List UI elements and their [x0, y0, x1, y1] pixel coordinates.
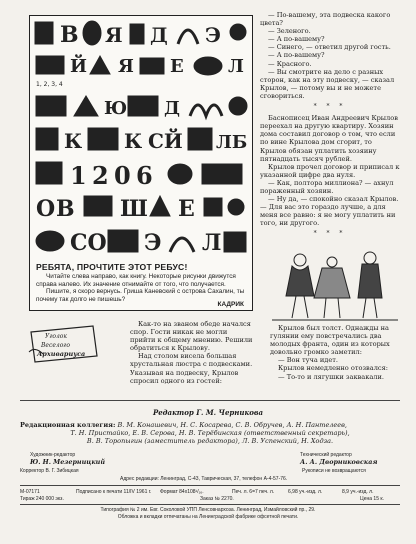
board-label: Редакционная коллегия:: [20, 421, 116, 429]
story-paragraph: Крылов был толст. Однажды на гулянии ему повстречались два молодых франта, один из которых довольно громко заметил:: [270, 324, 390, 357]
story-paragraph: Крылов прочел договор и приписал к указанной цифре два нуля.: [260, 162, 400, 179]
dialogue-line: — А по-вашему?: [268, 51, 325, 60]
art-editor-name: Ю. Н. Мезерницкий: [30, 458, 105, 466]
story-paragraph: — Как, полтора миллиона? — ахнул пораженный хозяин.: [260, 178, 394, 195]
rebus-author: КАДРИК: [217, 301, 244, 308]
dialogue-line: — А по-вашему?: [268, 35, 325, 44]
rebus-glyph: СО: [70, 230, 107, 256]
rebus-glyph: 0: [114, 161, 131, 190]
dialogue-line: — Синего, — ответил другой гость.: [268, 43, 391, 52]
story-paragraph: Как-то на званом обеде начался спор. Гости никак не могли прийти к общему мнению. Решили обратиться к Крылову.: [130, 320, 253, 353]
tech-editor-label: Технический редактор: [300, 452, 352, 458]
story-paragraph: — Ну да, — спокойно сказал Крылов. — Для вас это гораздо лучше, а для меня все равно: я не могу уплатить ни того, ни другого.: [260, 195, 399, 228]
story-paragraph: Крылов немедленно отозвался:: [278, 364, 388, 373]
logo-line: Уголок: [45, 333, 67, 340]
divider-line: [20, 485, 400, 486]
divider-line: [20, 400, 400, 401]
board-members: В. М. Конашевич, Н. С. Косарева, С. В. Обручев, А. Н. Пантелеев,: [117, 421, 347, 429]
corrector: Корректор В. Г. Зибицкая: [20, 468, 79, 474]
rebus-glyph: СЙ: [148, 129, 183, 153]
rebus-title: РЕБЯТА, ПРОЧТИТЕ ЭТОТ РЕБУС!: [36, 262, 188, 272]
krylov-anecdotes-column: [260, 11, 400, 242]
tech-editor-name: А. А. Дворниковская: [300, 458, 378, 466]
story-paragraph: — То-то и лягушки заквакали.: [278, 372, 384, 381]
rebus-glyph: В: [60, 22, 79, 48]
editorial-board: [20, 421, 400, 445]
cover-note: Обложка и вкладки отпечатаны на Ленинградской фабрике офсетной печати.: [117, 514, 299, 520]
rebus-glyph: Я: [105, 23, 123, 47]
story-paragraph: Над столом висела большая хрустальная люстра с подвесками. Указывая на подвеску, Крылов спросил одного из гостей:: [130, 352, 253, 385]
rebus-glyph: 1, 2, 3, 4: [36, 81, 63, 88]
rebus-glyph: О: [36, 196, 56, 222]
story-paragraph: — Вон туча идет.: [278, 356, 339, 365]
rebus-glyph: Э: [205, 23, 221, 47]
archivist-corner-logo: [27, 322, 101, 366]
rebus-illustration: [30, 16, 252, 260]
logo-line: Веселого: [41, 342, 70, 349]
art-editor-label: Художник-редактор: [30, 452, 76, 458]
print-sheets: Печ. л. 6=7 печ. л.: [232, 489, 275, 495]
rebus-glyph: К: [64, 129, 83, 153]
rebus-glyph: Ю: [104, 98, 128, 119]
krylov-walk-anecdote: [270, 324, 404, 381]
rebus-glyph: Э: [144, 230, 162, 256]
board-members: Т. Н. Пристайко, Е. В. Серова, Н. В. Терёбинская (ответственный секретарь),: [70, 429, 350, 438]
logo-line: Архивариуса: [37, 350, 86, 358]
board-members: В. В. Торопыгин (заместитель редактора), Л. В. Успенский, Н. Ходза.: [86, 437, 334, 446]
dinner-anecdote-column: [130, 320, 254, 385]
rebus-glyph: Л: [228, 56, 244, 77]
print-code: М-07171: [20, 489, 40, 495]
print-sheets2: 8,9 уч.-изд. л.: [342, 489, 374, 495]
rebus-glyph: Д: [164, 98, 181, 119]
krylov-illustration: [270, 246, 400, 322]
print-price: Цена 15 к.: [360, 496, 384, 502]
story-paragraph: Баснописец Иван Андреевич Крылов переехал на другую квартиру. Хозяин дома составил договор о том, что если по вине Крылова дом сгорит, то Крылов обязан уплатить хозяину пятнадцать тысяч рублей.: [260, 114, 398, 163]
manuscripts-note: Рукописи не возвращаются: [302, 468, 366, 474]
dialogue-line: — Зеленого.: [268, 27, 311, 36]
print-order: Заказ № 2270.: [200, 496, 234, 502]
divider-line: [20, 504, 400, 505]
rebus-glyph: Ш: [120, 196, 148, 222]
rebus-glyph: Е: [178, 196, 195, 222]
rebus-instructions: Читайте слева направо, как книгу. Некоторые рисунки движутся справа налево. Их значение отнимайте от того, что получается. Пишите, я скоро вернусь. Гриша Каневский с острова Сахалин, ты почему так долго не пишешь?: [36, 273, 245, 303]
rebus-glyph: Я: [118, 56, 134, 77]
section-divider-stars: * * *: [313, 230, 347, 238]
dialogue-line: — Вы смотрите на дело с разных сторон, как на эту подвеску, — сказал Крылов, — потому вы и не можете сговориться.: [260, 67, 395, 100]
dialogue-line: — Красного.: [268, 59, 312, 68]
rebus-glyph: В: [56, 196, 75, 222]
rebus-glyph: К: [124, 129, 143, 153]
dialogue-line: — По-вашему, эта подвеска какого цвета?: [260, 11, 391, 28]
editor-line: Редактор Г. М. Черникова: [152, 408, 264, 417]
print-signed: Подписано к печати 11/IV 1961 г.: [76, 489, 152, 495]
print-uch: 6,98 уч.-изд. л.: [288, 489, 323, 495]
typography-note: Типография № 2 им. Евг. Соколовой УПП Ленсовнархоза. Ленинград, Измайловский пр., 29.: [100, 507, 316, 513]
rebus-glyph: 2: [92, 161, 109, 190]
rebus-glyph: 6: [136, 161, 153, 190]
rebus-glyph: Л: [202, 230, 222, 256]
rebus-glyph: Е: [170, 56, 184, 77]
rebus-box: [29, 15, 253, 311]
address: Адрес редакции: Ленинград, С-43, Таврическая, 37, телефон А-4-57-76.: [120, 476, 288, 482]
rebus-glyph: ЛБ: [216, 132, 248, 153]
print-run: Тираж 240 000 экз.: [20, 496, 64, 502]
rebus-glyph: Д: [150, 23, 168, 47]
print-format: Формат 84х108¹/₁₆.: [160, 489, 204, 495]
rebus-glyph: 1: [70, 161, 87, 190]
rebus-glyph: Й: [70, 56, 88, 77]
section-divider-stars: * * *: [313, 103, 347, 111]
